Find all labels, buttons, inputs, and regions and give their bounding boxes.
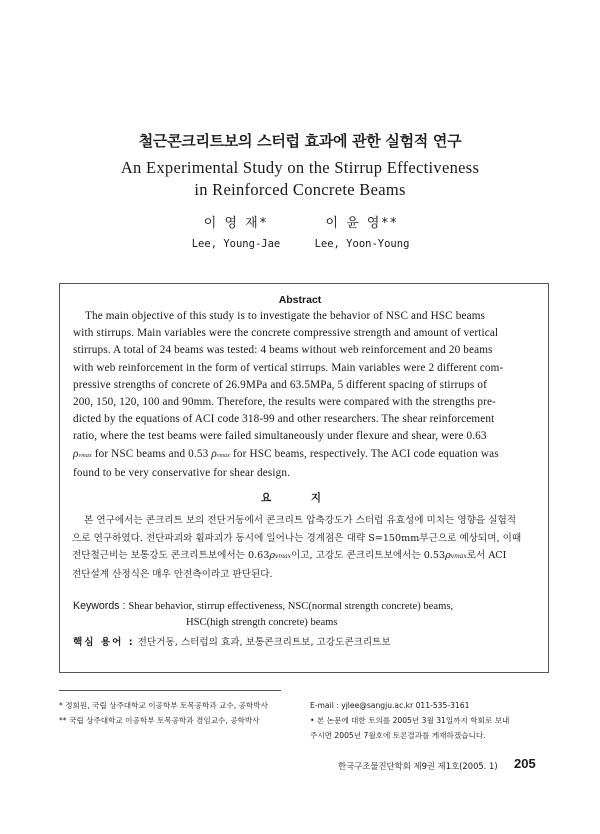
abstract-heading: Abstract bbox=[278, 294, 322, 306]
title-korean: 철근콘크리트보의 스터럽 효과에 관한 실험적 연구 bbox=[138, 132, 462, 150]
korean-summary-heading: 요 지 bbox=[261, 492, 339, 504]
journal-citation: 한국구조물진단학회 제9권 제1호(2005. 1) bbox=[338, 761, 498, 771]
abstract-line: dicted by the equations of ACI code 318-99 and other researchers. The shear reinforcement bbox=[73, 413, 495, 426]
korean-summary-line-with-symbols bbox=[72, 547, 542, 566]
abstract-line: stirrups. A total of 24 beams was tested: 4 beams without web reinforcement and 20 beams bbox=[73, 344, 493, 357]
rho-subscript: vmax bbox=[78, 452, 92, 459]
footnotes-left bbox=[59, 698, 309, 728]
footnotes-right bbox=[310, 698, 550, 743]
author-1-name-korean: 이 영 재* bbox=[203, 216, 269, 231]
title-english-line-1: An Experimental Study on the Stirrup Effectiveness bbox=[120, 158, 480, 177]
abstract-line: found to be very conservative for shear design. bbox=[73, 466, 291, 479]
footnote-email: E-mail : yjlee@sangju.ac.kr 011-535-3161 bbox=[310, 701, 470, 710]
korean-line-3-middle: 이고, 고강도 콘크리트보에서는 0.53 bbox=[291, 550, 446, 561]
korean-line-3-start: 전단철근비는 보통강도 콘크리트보에서는 0.63 bbox=[72, 550, 270, 561]
abstract-line-9-middle: for NSC beams and 0.53 bbox=[91, 447, 212, 460]
rho-subscript: vmax bbox=[216, 452, 231, 459]
keywords-label: Keywords : bbox=[73, 600, 126, 612]
abstract-line-with-symbols bbox=[73, 446, 535, 465]
rho-symbol: ρ bbox=[269, 550, 275, 561]
footnote-author-2: ** 국립 상주대학교 이공학부 토목공학과 겸임교수, 공학박사 bbox=[59, 716, 260, 725]
footnote-author-1: * 정회원, 국립 상주대학교 이공학부 토목공학과 교수, 공학박사 bbox=[59, 701, 268, 710]
korean-summary-line: 전단설계 산정식은 매우 안전측이라고 판단된다. bbox=[72, 568, 273, 580]
abstract-line: pressive strengths of concrete of 26.9MPa and 63.5MPa, 5 different spacing of stirrups of bbox=[73, 378, 487, 391]
abstract-body bbox=[73, 308, 535, 482]
korean-summary-line: 으로 연구하였다. 전단파괴와 휨파괴가 동시에 일어나는 경계점은 대략 S=150mm부근으로 예상되며, 이때 bbox=[72, 532, 522, 544]
title-english-line-2: in Reinforced Concrete Beams bbox=[194, 180, 406, 199]
keywords-english-line-2: HSC(high strength concrete) beams bbox=[186, 617, 338, 628]
keywords-korean bbox=[73, 634, 391, 648]
rho-subscript: vmax bbox=[274, 553, 292, 560]
footnote-discussion: 주시면 2005년 7월호에 토론결과를 게재하겠습니다. bbox=[310, 731, 486, 740]
author-2 bbox=[262, 212, 462, 250]
abstract-line: with web reinforcement in the form of vertical stirrups. Main variables were 2 different com- bbox=[73, 361, 504, 374]
abstract-line: ratio, where the test beams were failed simultaneously under flexure and shear, were 0.63 bbox=[73, 430, 487, 443]
abstract-line: 200, 150, 120, 100 and 90mm. Therefore, the results were compared with the strengths pre- bbox=[73, 396, 496, 409]
footnote-discussion: • 본 논문에 대한 토의를 2005년 3월 31일까지 학회로 보내 bbox=[310, 716, 510, 725]
keywords-english bbox=[73, 600, 453, 612]
page-number: 205 bbox=[514, 756, 536, 771]
author-2-name-korean: 이 윤 영** bbox=[325, 216, 399, 231]
author-2-name-english: Lee, Yoon-Young bbox=[314, 238, 410, 250]
rho-symbol: ρ bbox=[445, 550, 451, 561]
rho-symbol: ρ bbox=[211, 447, 217, 460]
keywords-korean-list: 전단거동, 스터럽의 효과, 보통콘크리트보, 고강도콘크리트보 bbox=[137, 637, 391, 648]
author-1-name-english: Lee, Young-Jae bbox=[191, 238, 281, 250]
abstract-line-9-end: for HSC beams, respectively. The ACI code equation was bbox=[230, 447, 499, 460]
rho-symbol: ρ bbox=[73, 447, 79, 460]
korean-line-3-end: 로서 ACI bbox=[466, 550, 507, 561]
korean-summary-body bbox=[72, 512, 542, 583]
keywords-korean-label: 핵심 용어 : bbox=[73, 637, 135, 648]
keywords-english-line-1: Shear behavior, stirrup effectiveness, NSC(normal strength concrete) beams, bbox=[128, 601, 454, 612]
korean-summary-line: 본 연구에서는 콘크리트 보의 전단거동에서 콘크리트 압축강도가 스터럽 유효성에 미치는 영향을 실험적 bbox=[84, 515, 517, 526]
abstract-line: The main objective of this study is to investigate the behavior of NSC and HSC beams bbox=[85, 310, 486, 322]
rho-subscript: vmax bbox=[450, 553, 467, 560]
footnote-rule bbox=[59, 690, 281, 691]
abstract-line: with stirrups. Main variables were the concrete compressive strength and amount of vertical bbox=[73, 327, 499, 340]
